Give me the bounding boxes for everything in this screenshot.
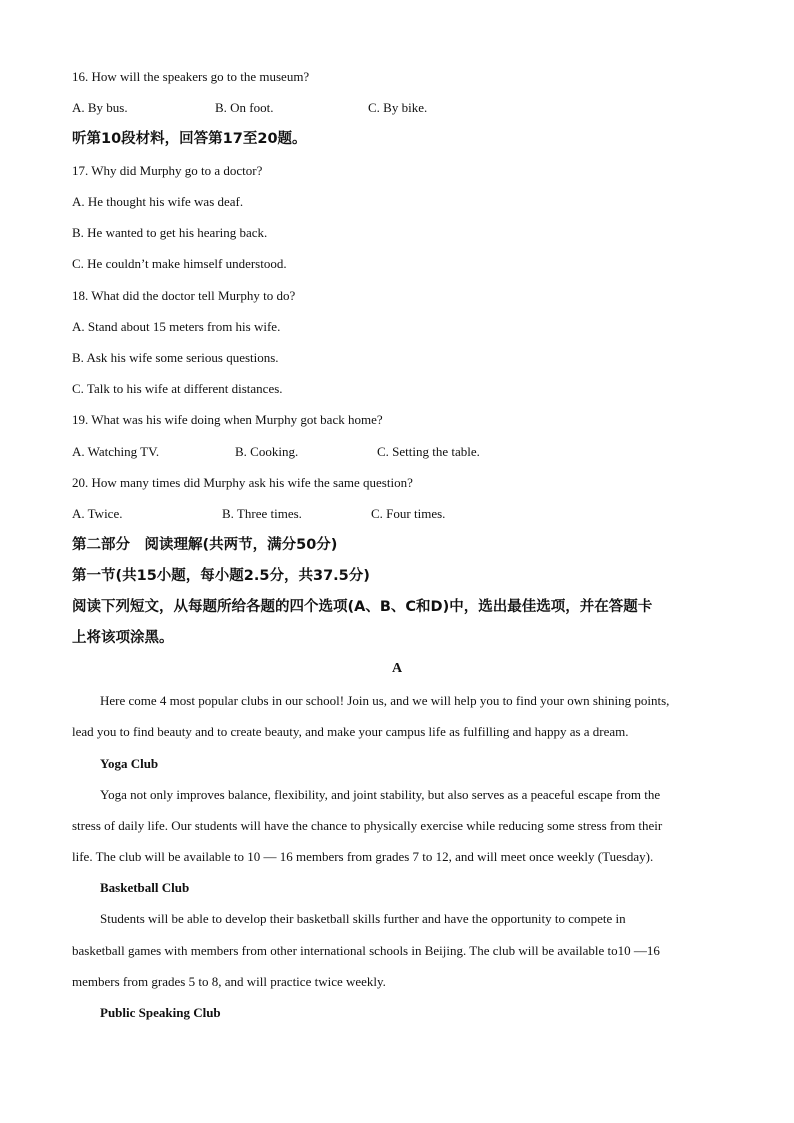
intro-line2: lead you to find beauty and to create beauty, and make your campus life as fulfilling and happy as a dream.: [72, 724, 629, 739]
q19-option-a: A. Watching TV.: [72, 444, 160, 459]
q16-option-c: C. By bike.: [368, 100, 428, 115]
q20-option-b: B. Three times.: [222, 506, 302, 521]
q18-option-c: C. Talk to his wife at different distances.: [72, 381, 283, 396]
q20-option-c: C. Four times.: [371, 506, 446, 521]
q17-stem: 17. Why did Murphy go to a doctor?: [72, 163, 263, 178]
basketball-club-title: Basketball Club: [100, 880, 190, 895]
q16-stem: 16. How will the speakers go to the museum?: [72, 69, 310, 84]
public-speaking-club-title: Public Speaking Club: [100, 1005, 221, 1020]
q18-option-a: A. Stand about 15 meters from his wife.: [72, 319, 281, 334]
yoga-club-title: Yoga Club: [100, 756, 159, 771]
q17-option-b: B. He wanted to get his hearing back.: [72, 225, 268, 240]
q18-stem: 18. What did the doctor tell Murphy to do?: [72, 288, 296, 303]
basketball-line3: members from grades 5 to 8, and will practice twice weekly.: [72, 974, 386, 989]
yoga-line1: Yoga not only improves balance, flexibility, and joint stability, but also serves as a peaceful escape from the: [100, 787, 661, 802]
basketball-line2: basketball games with members from other international schools in Beijing. The club will be available to10 —16: [72, 943, 660, 958]
q18-option-b: B. Ask his wife some serious questions.: [72, 350, 279, 365]
q19-stem: 19. What was his wife doing when Murphy got back home?: [72, 412, 383, 427]
q17-option-a: A. He thought his wife was deaf.: [72, 194, 244, 209]
q19-option-c: C. Setting the table.: [377, 444, 480, 459]
passage-label: A: [391, 661, 403, 676]
yoga-line2: stress of daily life. Our students will have the chance to physically exercise while reducing some stress from their: [72, 818, 663, 833]
section10-heading: 听第10段材料，回答第17至20题。: [72, 131, 307, 147]
instructions-line2: 上将该项涂黑。: [72, 630, 174, 646]
q20-stem: 20. How many times did Murphy ask his wife the same question?: [72, 475, 413, 490]
q16-option-b: B. On foot.: [215, 100, 274, 115]
q19-option-b: B. Cooking.: [235, 444, 299, 459]
q20-option-a: A. Twice.: [72, 506, 123, 521]
section1-heading: 第一节(共15小题，每小题2.5分，共37.5分): [72, 568, 370, 584]
intro-line1: Here come 4 most popular clubs in our school! Join us, and we will help you to find your own shining points,: [100, 693, 670, 708]
basketball-line1: Students will be able to develop their basketball skills further and have the opportunity to compete in: [100, 911, 626, 926]
yoga-line3: life. The club will be available to 10 — 16 members from grades 7 to 12, and will meet once weekly (Tuesday).: [72, 849, 654, 864]
q16-option-a: A. By bus.: [72, 100, 128, 115]
instructions-line1: 阅读下列短文，从每题所给各题的四个选项(A、B、C和D)中，选出最佳选项，并在答题卡: [72, 599, 653, 615]
q17-option-c: C. He couldn’t make himself understood.: [72, 256, 287, 271]
part2-heading: 第二部分 阅读理解(共两节，满分50分): [72, 537, 338, 553]
